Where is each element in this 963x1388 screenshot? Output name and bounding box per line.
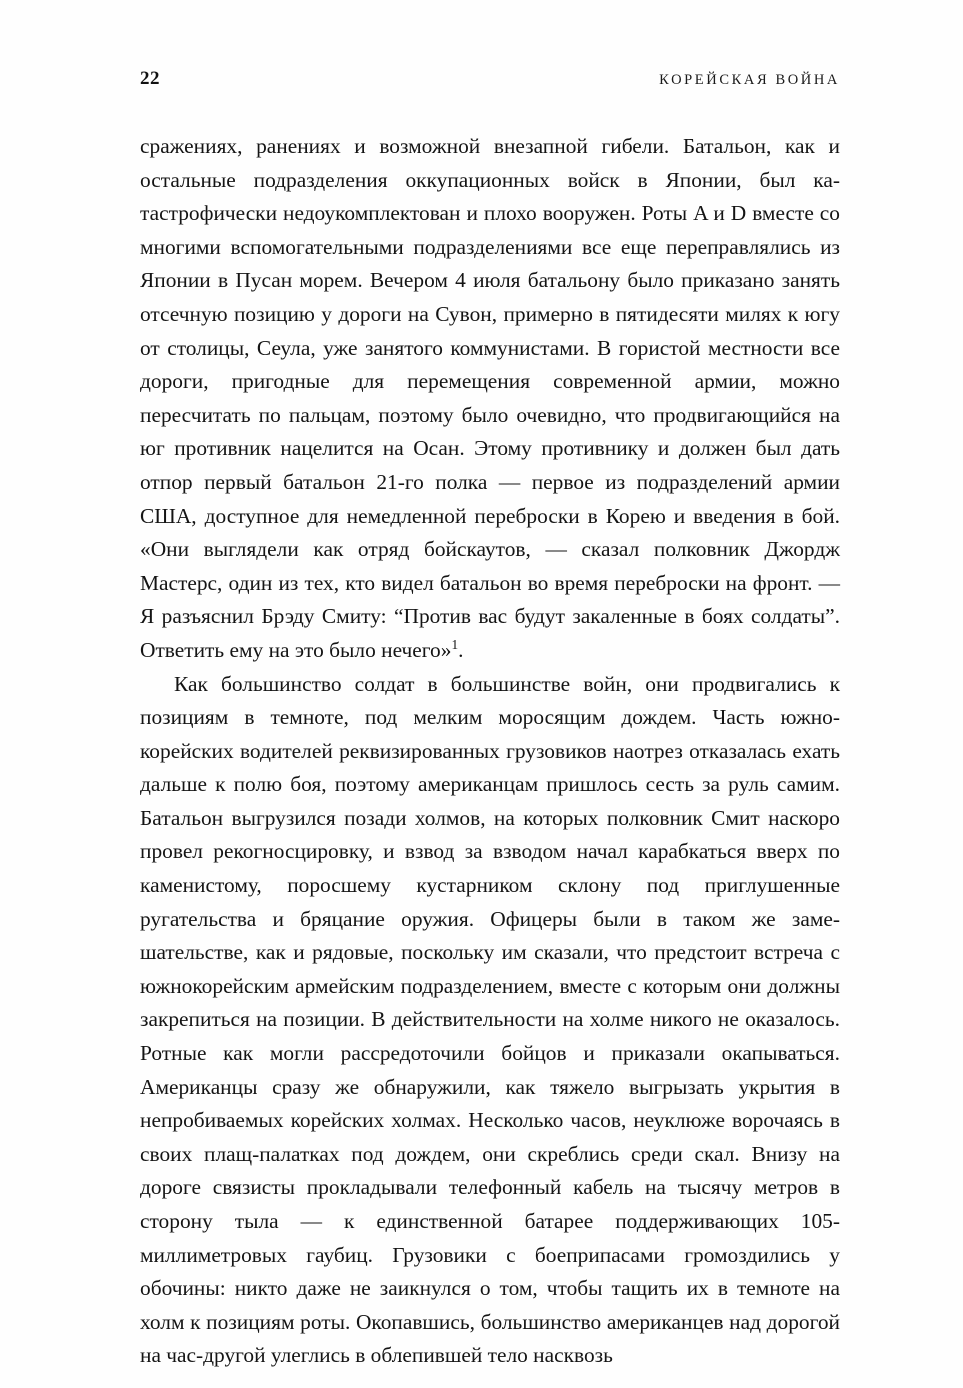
running-title: КОРЕЙСКАЯ ВОЙНА [659,72,840,88]
footnote-marker: 1 [451,636,459,652]
paragraph-1-text: сражениях, ранениях и возможной внезапной гибели. Батальон, как и остальные подразделения оккупационных войск в Японии, был катастрофически недоукомплектован и плохо вооружен. Роты A и D вместе со многими вспомогательными подразделениями все еще переправлялись из Японии в Пусан морем. Вечером 4 июля батальону было приказано занять отсечную позицию у дороги на Сувон, примерно в пятидесяти милях к югу от столицы, Сеула, уже занятого коммунистами. В гористой местности все дороги, пригодные для перемещения современной армии, можно пересчитать по пальцам, поэтому было очевидно, что продвигающийся на юг противник нацелится на Осан. Этому противнику и должен был дать отпор первый батальон 21-го полка — первое из подразделений армии США, доступное для немедленной переброски в Корею и введения в бой. «Они выглядели как отряд бойскаутов, — сказал полковник Джордж Мастерс, один из тех, кто видел батальон во время переброски на фронт. — Я разъяснил Брэду Смиту: “Против вас будут закаленные в боях солдаты”. Ответить ему на это было нечего» [140,134,840,662]
paragraph-1-tail: . [458,637,464,662]
page-body [140,130,840,1373]
page-number: 22 [140,68,160,89]
page-header [140,68,840,92]
paragraph-1 [140,130,840,668]
paragraph-2: Как большинство солдат в большинстве войн, они продвигались к позициям в темноте, под мелким моросящим дождем. Часть южнокорейских водителей реквизированных грузовиков наотрез отказалась ехать дальше к полю боя, поэтому американцам пришлось сесть за руль самим. Батальон выгрузился позади холмов, на которых полковник Смит наскоро провел рекогносцировку, и взвод за взводом начал карабкаться вверх по каменистому, поросшему кустарником склону под приглушенные ругательства и бряцание оружия. Офицеры были в таком же замешательстве, как и рядовые, поскольку им сказали, что предстоит встреча с южнокорейским армейским подразделением, вместе с которым они должны закрепиться на позиции. В действительности на холме никого не оказалось. Ротные как могли рассредоточили бойцов и приказали окапываться. Американцы сразу же обнаружили, как тяжело выгрызать укрытия в непробиваемых корейских холмах. Несколько часов, неуклюже ворочаясь в своих плащ-палатках под дождем, они скреблись среди скал. Внизу на дороге связисты прокладывали телефонный кабель на тысячу метров в сторону тыла — к единственной батарее поддерживающих 105-миллиметровых гаубиц. Грузовики с боеприпасами громоздились у обочины: никто даже не заикнулся о том, чтобы тащить их в темноте на холм к позициям роты. Окопавшись, большинство американцев над дорогой на час-другой улеглись в облепившей тело насквозь [140,671,840,1368]
